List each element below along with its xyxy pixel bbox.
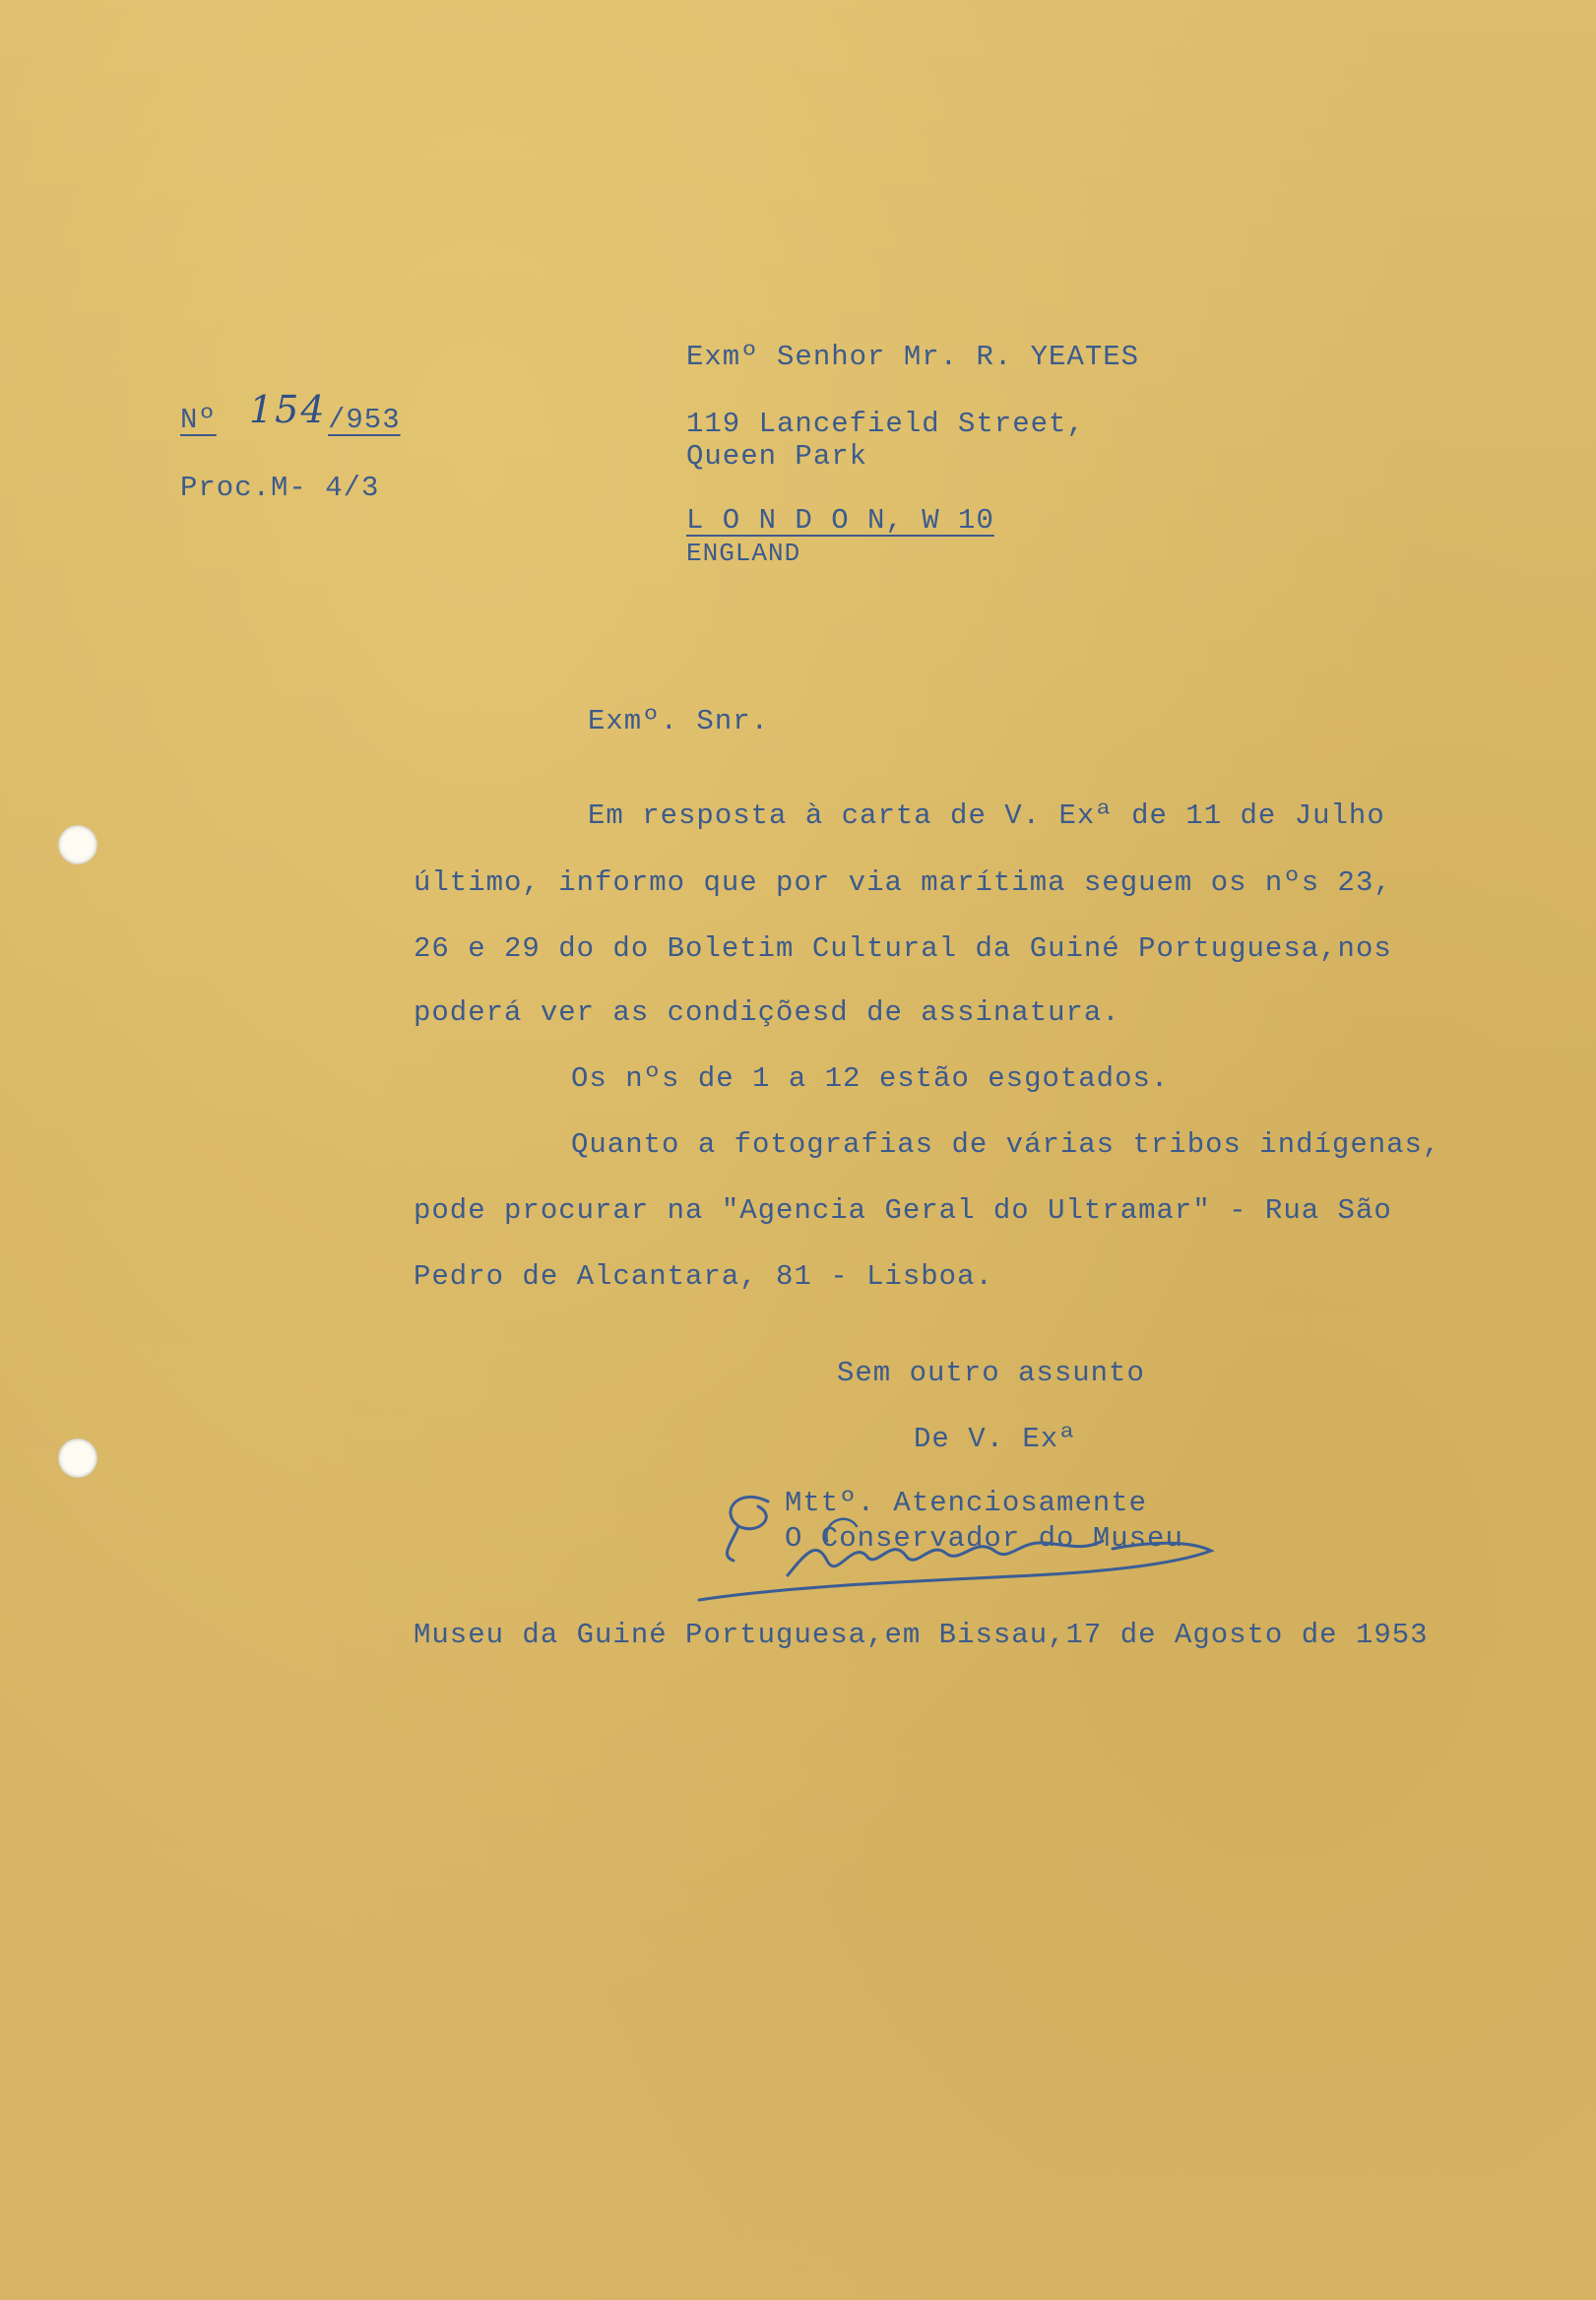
reference-number-handwritten: 154 [249, 388, 327, 431]
body-line: Pedro de Alcantara, 81 - Lisboa. [414, 1260, 993, 1293]
body-line: Os nºs de 1 a 12 estão esgotados. [571, 1062, 1170, 1095]
body-line: 26 e 29 do do Boletim Cultural da Guiné Portuguesa,nos [414, 932, 1392, 965]
signature [679, 1482, 1231, 1620]
letter-greeting: Exmº. Snr. [588, 705, 770, 737]
reference-number-label: Nº [180, 404, 217, 436]
process-number: Proc.M- 4/3 [180, 472, 380, 504]
closing-line: O Conservador do Museu [785, 1522, 1183, 1555]
body-line: Quanto a fotografias de várias tribos indígenas, [571, 1128, 1441, 1161]
addressee-name: Exmº Senhor Mr. R. YEATES [686, 341, 1140, 373]
reference-number-year: /953 [328, 404, 401, 436]
place-and-date: Museu da Guiné Portuguesa,em Bissau,17 de Agosto de 1953 [414, 1619, 1429, 1651]
addressee-city: L O N D O N, W 10 [686, 504, 994, 537]
closing-line: Mttº. Atenciosamente [785, 1487, 1148, 1519]
body-line: poderá ver as condiçõesd de assinatura. [414, 996, 1120, 1029]
body-line: pode procurar na "Agencia Geral do Ultramar" - Rua São [414, 1194, 1392, 1227]
addressee-district: Queen Park [686, 440, 868, 473]
addressee-street: 119 Lancefield Street, [686, 408, 1085, 440]
body-line: último, informo que por via marítima seguem os nºs 23, [414, 866, 1392, 899]
punch-hole-bottom [58, 1438, 97, 1478]
body-line: Em resposta à carta de V. Exª de 11 de Julho [588, 799, 1385, 832]
closing-line: De V. Exª [914, 1423, 1077, 1455]
addressee-country: ENGLAND [686, 539, 801, 568]
punch-hole-top [58, 825, 97, 864]
closing-line: Sem outro assunto [837, 1357, 1145, 1389]
